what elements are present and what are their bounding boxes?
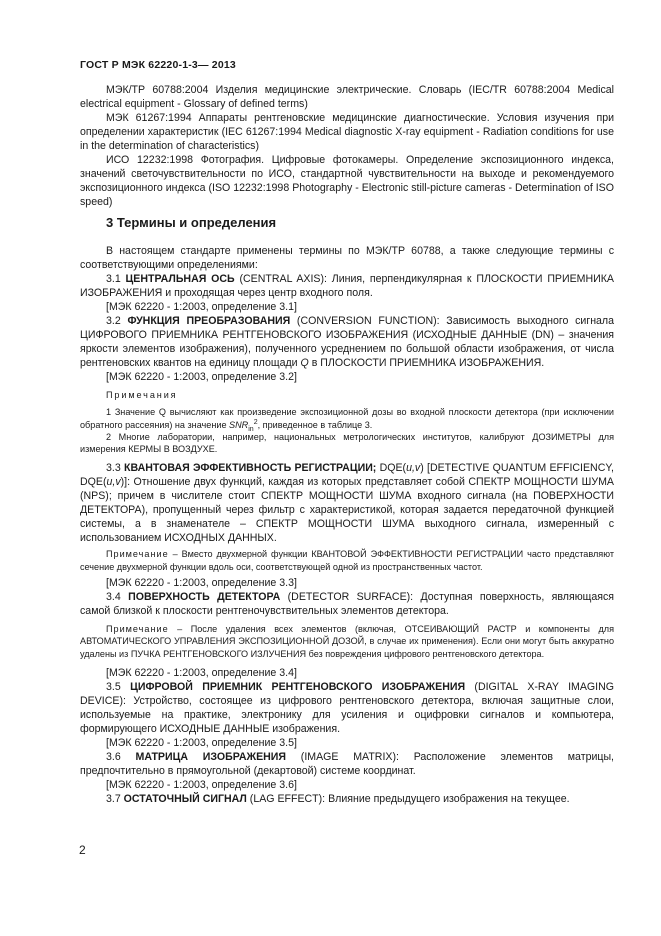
term-number: 3.6	[106, 750, 136, 763]
term-definition: (DIGITAL X-RAY IMAGING DEVICE): Устройство, состоящее из цифрового рентгеновского детектора, включая защитные слои, используемые на практике, электронику для усиления и оцифровки сигналов и компьютера, формирующего ИСХОДНЫЕ ДАННЫЕ изображения.	[80, 680, 614, 735]
term-definition: (IMAGE MATRIX): Расположение элементов матрицы, предпочтительно в прямоугольной (декартовой) системе координат.	[80, 750, 615, 777]
term-definition: (CENTRAL AXIS): Линия, перпендикулярная к ПЛОСКОСТИ ПРИЕМНИКА ИЗОБРАЖЕНИЯ и проходящая через центр входного поля.	[80, 273, 614, 299]
term-name: МАТРИЦА ИЗОБРАЖЕНИЯ	[135, 750, 287, 763]
term-number: 3.3	[106, 462, 124, 475]
term-definition-end: в ПЛОСКОСТИ ПРИЕМНИКА ИЗОБРАЖЕНИЯ.	[308, 357, 545, 369]
term-definition: )]: Отношение двух функций, каждая из которых представляет собой СПЕКТР МОЩНОСТИ ШУМА (NPS); причем в числителе стоит СПЕКТР МОЩНОСТИ ШУМА входного сигнала (на ПОВЕРХНОСТИ ДЕТЕКТОРА), пропущенный через фильтр с характеристикой, которая задается передаточной функцией системы, а в знаменателе – СПЕКТР МОЩНОСТИ ШУМА выходного сигнала, измеренный с использованием ИСХОДНЫХ ДАННЫХ.	[80, 476, 614, 545]
term-3-2	[80, 314, 614, 370]
term-number: 3.4	[106, 591, 129, 604]
term-note: Примечание – После удаления всех элементов (включая, ОТСЕИВАЮЩИЙ РАСТР и компоненты для АВТОМАТИЧЕСКОГО УПРАВЛЕНИЯ ЭКСПОЗИЦИОННОЙ ДОЗОЙ, в случае их применения). Если они могут быть аккуратно удалены из ПУЧКА РЕНТГЕНОВСКОГО ИЗЛУЧЕНИЯ без повреждения цифрового рентгеновского детектора.	[80, 624, 614, 659]
term-number: 3.7	[106, 792, 124, 805]
term-definition: (LAG EFFECT): Влияние предыдущего изображения на текущее.	[246, 792, 570, 805]
term-3-3: 3.3 КВАНТОВАЯ ЭФФЕКТИВНОСТЬ РЕГИСТРАЦИИ; DQE(u,v) [DETECTIVE QUANTUM EFFICIENCY, DQE(u,v)]: Отношение двух функций, каждая из которых представляет собой СПЕКТР МОЩНОСТИ ШУМА (NPS); причем в числителе стоит СПЕКТР МОЩНОСТИ ШУМА входного сигнала (на ПОВЕРХНОСТИ ДЕТЕКТОРА), пропущенный через фильтр с характеристикой, которая задается передаточной функцией системы, а в знаменателе – СПЕКТР МОЩНОСТИ ШУМА выходного сигнала, измеренный с использованием ИСХОДНЫХ ДАННЫХ.	[80, 462, 614, 545]
term-3-5	[80, 680, 614, 736]
term-definition: (CONVERSION FUNCTION): Зависимость выходного сигнала ЦИФРОВОГО ПРИЕМНИКА РЕНТГЕНОВСКОГО ИЗОБРАЖЕНИЯ (ИСХОДНЫЕ ДАННЫЕ (DN) – значения яркости элементов изображения), полученного усреднением по большой области изображения, от числа рентгеновских квантов на единицу площади	[80, 315, 615, 369]
section-intro: В настоящем стандарте применены термины по МЭК/ТР 60788, а также следующие термины с соответствующими определениями:	[80, 245, 614, 271]
normative-references	[80, 83, 614, 209]
term-source: [МЭК 62220 - 1:2003, определение 3.2]	[106, 371, 297, 383]
term-3-1	[80, 272, 614, 300]
section-3	[80, 216, 614, 230]
term-definition: (DETECTOR SURFACE): Доступная поверхность, являющаяся самой близкой к плоскости рентгеночувствительных элементов детектора.	[80, 591, 615, 618]
note-2: 2 Многие лаборатории, например, национальных метрологических институтов, калибруют ДОЗИМЕТРЫ для измерения КЕРМЫ В ВОЗДУХЕ.	[80, 431, 614, 455]
section-title: 3 Термины и определения	[106, 215, 277, 230]
term-name: ПОВЕРХНОСТЬ ДЕТЕКТОРА	[128, 591, 281, 604]
term-number: 3.2	[106, 315, 128, 327]
term-source: [МЭК 62220 - 1:2003, определение 3.3]	[106, 577, 297, 590]
term-3-7	[80, 792, 614, 806]
document-header: ГОСТ Р МЭК 62220-1-3— 2013	[80, 59, 236, 71]
reference-item: ИСО 12232:1998 Фотография. Цифровые фотокамеры. Определение экспозиционного индекса, значений светочувствительности по ИСО, стандартной чувствительности на выходе и рекомендуемого экспозиционного индекса (ISO 12232:1998 Photography - Electronic still-picture cameras - Determination of ISO speed)	[80, 154, 614, 208]
term-number: 3.1	[106, 273, 126, 285]
note-1: 1 Значение Q вычисляют как произведение экспозиционной дозы во входной плоскости детектора (при исключении обратного рассеяния) на значение $SNR_{in}^2$, приведенное в таблице 3.	[80, 407, 614, 433]
term-3-6	[80, 750, 614, 778]
term-source: [МЭК 62220 - 1:2003, определение 3.5]	[106, 736, 297, 749]
term-name: ОСТАТОЧНЫЙ СИГНАЛ	[123, 792, 247, 805]
reference-item: МЭК/ТР 60788:2004 Изделия медицинские электрические. Словарь (IEC/TR 60788:2004 Medical electrical equipment - Glossary of defined terms)	[80, 84, 614, 110]
page-number: 2	[79, 843, 86, 857]
term-variable: Q	[300, 357, 309, 369]
terms-list	[80, 244, 614, 806]
term-name: ЦИФРОВОЙ ПРИЕМНИК РЕНТГЕНОВСКОГО ИЗОБРАЖЕНИЯ	[130, 680, 466, 693]
reference-item: МЭК 61267:1994 Аппараты рентгеновские медицинские диагностические. Условия изучения при определении характеристик (IEC 61267:1994 Medical diagnostic X-ray equipment - Radiation conditions for use in the determination of characteristics)	[80, 112, 614, 152]
term-name: ФУНКЦИЯ ПРЕОБРАЗОВАНИЯ	[127, 315, 291, 327]
term-number: 3.5	[106, 680, 131, 693]
term-3-4	[80, 590, 614, 618]
term-source: [МЭК 62220 - 1:2003, определение 3.1]	[106, 301, 297, 313]
term-name: ЦЕНТРАЛЬНАЯ ОСЬ	[125, 273, 235, 285]
term-note: Примечание – Вместо двухмерной функции КВАНТОВОЙ ЭФФЕКТИВНОСТИ РЕГИСТРАЦИИ часто представляют сечение двухмерной функции вдоль оси, соответствующей одной из пространственных частот.	[80, 549, 614, 572]
notes-heading: Примечания	[106, 390, 178, 400]
term-name: КВАНТОВАЯ ЭФФЕКТИВНОСТЬ РЕГИСТРАЦИИ;	[123, 462, 377, 475]
term-source: [МЭК 62220 - 1:2003, определение 3.4]	[106, 666, 297, 679]
term-source: [МЭК 62220 - 1:2003, определение 3.6]	[106, 778, 297, 791]
